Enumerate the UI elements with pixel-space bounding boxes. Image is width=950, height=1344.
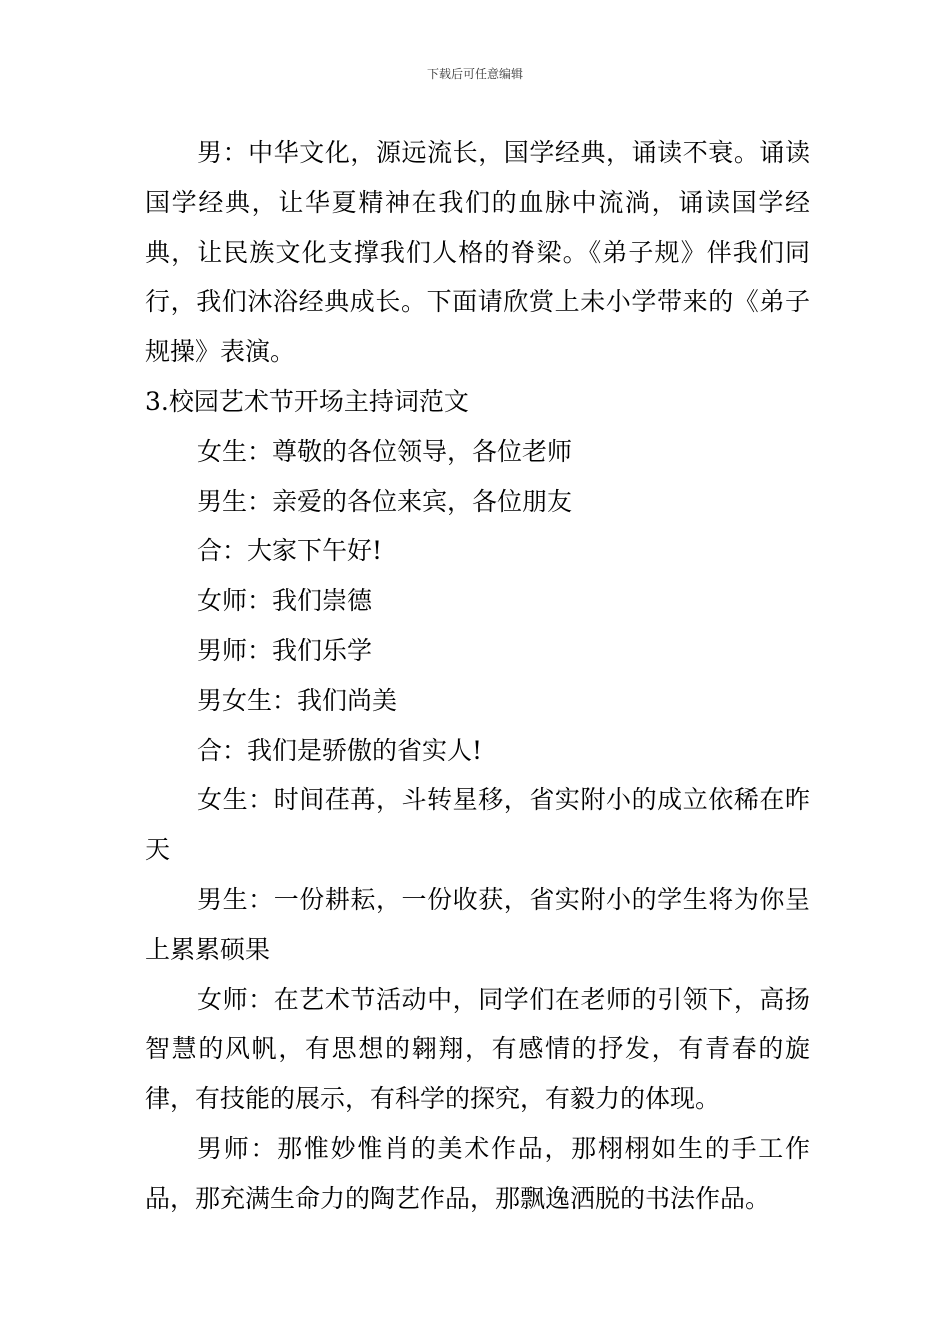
paragraph-intro-male: 男：中华文化，源远流长，国学经典，诵读不衰。诵读国学经典，让华夏精神在我们的血脉中流淌，诵读国学经典，让民族文化支撑我们人格的脊梁。《弟子规》伴我们同行，我们沐浴经典成长。下面请欣赏上未小学带来的《弟子规操》表演。 [145, 138, 810, 367]
paragraph-line: 男生：亲爱的各位来宾，各位朋友 [197, 486, 573, 516]
paragraph-line: 合：大家下午好! [197, 536, 383, 566]
paragraph-line: 男师：我们乐学 [197, 635, 373, 665]
paragraph-line: 男女生：我们尚美 [197, 685, 398, 715]
paragraph-line: 女师：我们崇德 [197, 586, 373, 616]
paragraph-line: 女生：时间荏苒，斗转星移，省实附小的成立依稀在昨天 [145, 785, 810, 865]
section-heading: 3.校园艺术节开场主持词范文 [145, 386, 469, 416]
paragraph-line: 女生：尊敬的各位领导，各位老师 [197, 436, 573, 466]
paragraph-line: 男生：一份耕耘，一份收获，省实附小的学生将为你呈上累累硕果 [145, 884, 810, 964]
document-body [145, 128, 810, 1224]
paragraph-line: 女师：在艺术节活动中，同学们在老师的引领下，高扬智慧的风帆，有思想的翱翔，有感情的抒发，有青春的旋律，有技能的展示，有科学的探究，有毅力的体现。 [145, 984, 810, 1114]
paragraph-line: 合：我们是骄傲的省实人! [197, 735, 483, 765]
page-header-note: 下载后可任意编辑 [426, 67, 523, 81]
paragraph-line: 男师：那惟妙惟肖的美术作品，那栩栩如生的手工作品，那充满生命力的陶艺作品，那飘逸洒脱的书法作品。 [145, 1133, 810, 1213]
